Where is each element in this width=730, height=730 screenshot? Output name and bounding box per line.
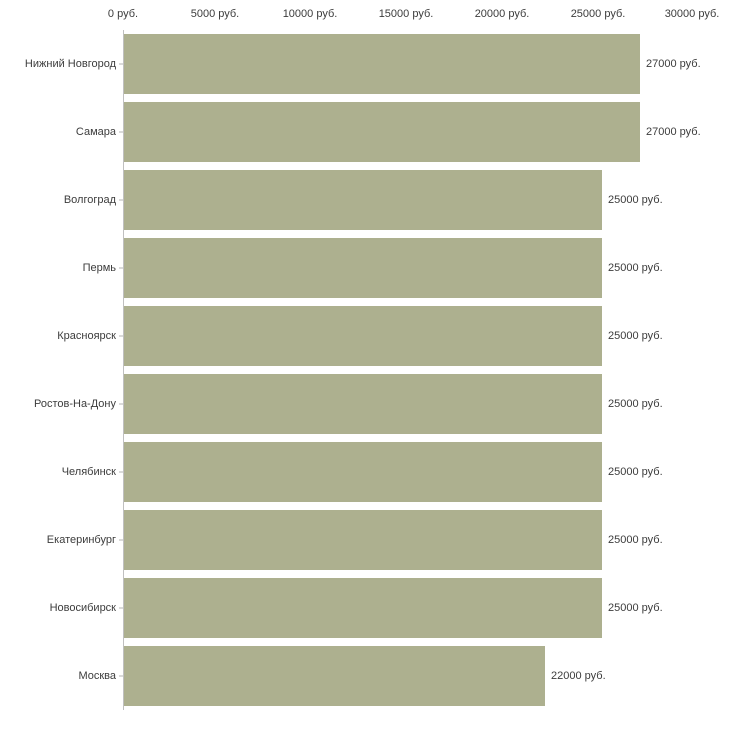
category-label: Новосибирск bbox=[49, 602, 116, 614]
category-label: Самара bbox=[75, 126, 116, 138]
bar-value-label: 27000 руб. bbox=[646, 58, 701, 70]
x-tick-label: 5000 руб. bbox=[190, 8, 240, 20]
category-label: Пермь bbox=[82, 262, 116, 274]
y-tick-mark bbox=[119, 676, 123, 677]
plot-area bbox=[0, 30, 730, 720]
bar-row bbox=[0, 574, 730, 642]
bar-value-label: 27000 руб. bbox=[646, 126, 701, 138]
x-tick-label: 25000 руб. bbox=[570, 8, 626, 20]
bar-value-label: 25000 руб. bbox=[608, 262, 663, 274]
x-tick-label: 0 руб. bbox=[107, 8, 139, 20]
bar-row bbox=[0, 302, 730, 370]
bar-row bbox=[0, 30, 730, 98]
bar-value-label: 25000 руб. bbox=[608, 398, 663, 410]
bar-value-label: 25000 руб. bbox=[608, 330, 663, 342]
x-tick-label: 30000 руб. bbox=[664, 8, 720, 20]
bar[interactable] bbox=[124, 34, 640, 94]
bar-value-label: 25000 руб. bbox=[608, 466, 663, 478]
bar[interactable] bbox=[124, 510, 602, 570]
category-label: Москва bbox=[78, 670, 116, 682]
y-tick-mark bbox=[119, 472, 123, 473]
bar[interactable] bbox=[124, 442, 602, 502]
bar-value-label: 25000 руб. bbox=[608, 602, 663, 614]
y-tick-mark bbox=[119, 540, 123, 541]
y-tick-mark bbox=[119, 200, 123, 201]
y-tick-mark bbox=[119, 336, 123, 337]
category-label: Волгоград bbox=[63, 194, 116, 206]
category-label: Екатеринбург bbox=[46, 534, 116, 546]
y-tick-mark bbox=[119, 608, 123, 609]
y-tick-mark bbox=[119, 268, 123, 269]
x-tick-label: 10000 руб. bbox=[282, 8, 338, 20]
bar[interactable] bbox=[124, 102, 640, 162]
bar-row bbox=[0, 370, 730, 438]
bar-value-label: 22000 руб. bbox=[551, 670, 606, 682]
bar-value-label: 25000 руб. bbox=[608, 534, 663, 546]
category-label: Нижний Новгород bbox=[24, 58, 116, 70]
category-label: Красноярск bbox=[57, 330, 116, 342]
bar[interactable] bbox=[124, 646, 545, 706]
bar-row bbox=[0, 438, 730, 506]
bar[interactable] bbox=[124, 578, 602, 638]
category-label: Челябинск bbox=[61, 466, 116, 478]
x-tick-label: 15000 руб. bbox=[378, 8, 434, 20]
x-tick-label: 20000 руб. bbox=[474, 8, 530, 20]
y-tick-mark bbox=[119, 64, 123, 65]
bar-value-label: 25000 руб. bbox=[608, 194, 663, 206]
bar[interactable] bbox=[124, 306, 602, 366]
bar-row bbox=[0, 98, 730, 166]
x-axis bbox=[0, 0, 730, 30]
bar-row bbox=[0, 506, 730, 574]
bar-row bbox=[0, 642, 730, 710]
y-tick-mark bbox=[119, 404, 123, 405]
bar[interactable] bbox=[124, 170, 602, 230]
bar[interactable] bbox=[124, 238, 602, 298]
bar-row bbox=[0, 234, 730, 302]
y-tick-mark bbox=[119, 132, 123, 133]
bar-row bbox=[0, 166, 730, 234]
bar[interactable] bbox=[124, 374, 602, 434]
category-label: Ростов-На-Дону bbox=[33, 398, 116, 410]
